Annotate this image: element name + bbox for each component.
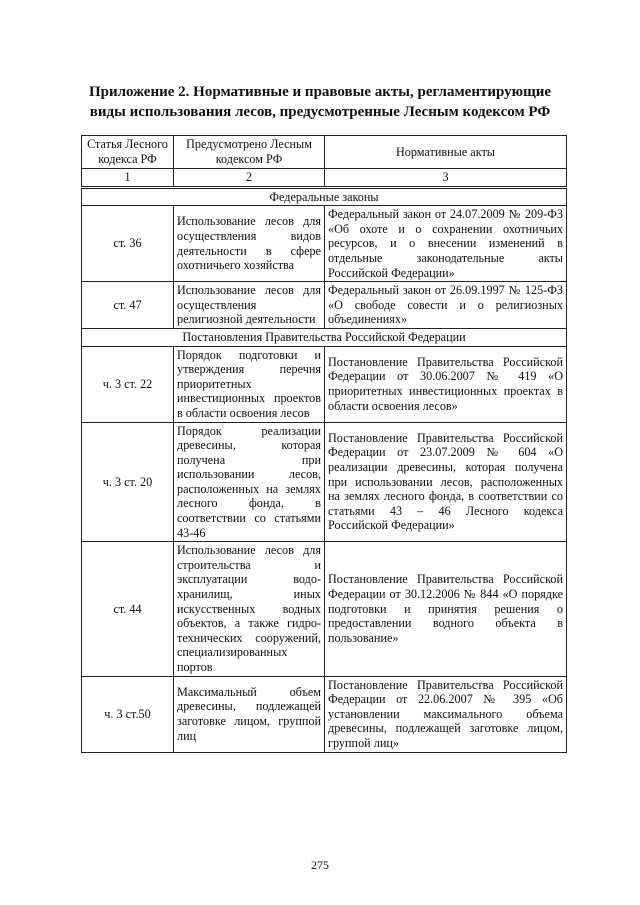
header-article: Статья Лесного кодекса РФ: [82, 136, 174, 169]
section-title-government-decrees: Постановления Правительства Российской Федерации: [82, 328, 567, 346]
header-acts: Нормативные акты: [325, 136, 567, 169]
act-cell: Постановление Правительства Российской Федерации от 23.07.2009 № 604 «О реализации древесины, которая получена при использовании лесов, расположенных на землях лесного фонда, в соответствии со статьями 43 – 46 Лесного кодекса Российской Федерации»: [325, 422, 567, 542]
title-line-1: Приложение 2. Нормативные и правовые акты, регламентирующие: [88, 84, 552, 100]
article-cell: ст. 47: [82, 282, 174, 329]
table-row: [82, 346, 567, 422]
provision-cell: Использование лесов для осуществления видов деятельности в сфере охотничьего хозяйства: [174, 206, 325, 282]
section-header-row: [82, 328, 567, 346]
title-line-2: виды использования лесов, предусмотренные Лесным кодексом РФ: [89, 104, 551, 120]
section-title-federal-laws: Федеральные законы: [82, 187, 567, 206]
column-number-1: 1: [82, 169, 174, 188]
act-cell: Постановление Правительства Российской Федерации от 22.06.2007 № 395 «Об установлении максимального объема древесины, подлежащей заготовке лицом, группой лиц»: [325, 676, 567, 752]
header-row: [82, 136, 567, 169]
section-header-row: [82, 187, 567, 206]
table-row: [82, 676, 567, 752]
page-number: 275: [311, 858, 329, 872]
column-number-2: 2: [174, 169, 325, 188]
column-number-3: 3: [325, 169, 567, 188]
page-title: [60, 82, 580, 122]
act-cell: Федеральный закон от 24.07.2009 № 209-ФЗ «Об охоте и о сохранении охотничьих ресурсов, и о внесении изменений в отдельные законодательные акты Российской Федерации»: [325, 206, 567, 282]
normative-acts-table: [81, 135, 567, 753]
header-provision: Предусмотрено Лесным кодексом РФ: [174, 136, 325, 169]
act-cell: Постановление Правительства Российской Федерации от 30.06.2007 № 419 «О приоритетных инвестиционных проектах в области освоения лесов»: [325, 346, 567, 422]
article-cell: ч. 3 ст. 22: [82, 346, 174, 422]
article-cell: ч. 3 ст.50: [82, 676, 174, 752]
article-cell: ст. 44: [82, 542, 174, 676]
provision-cell: Максимальный объем древесины, подлежащей заготовке лицом, группой лиц: [174, 676, 325, 752]
article-cell: ст. 36: [82, 206, 174, 282]
table-row: [82, 282, 567, 329]
act-cell: Постановление Правительства Российской Федерации от 30.12.2006 № 844 «О порядке подготовки и принятия решения о предоставлении водного объекта в пользование»: [325, 542, 567, 676]
provision-cell: Использование лесов для строительства и эксплуатации водо-хранилищ, иных искусственных водных объектов, а также гидро-технических сооружений, специализированных портов: [174, 542, 325, 676]
provision-cell: Порядок подготовки и утверждения перечня приоритетных инвестиционных проектов в области освоения лесов: [174, 346, 325, 422]
column-number-row: [82, 169, 567, 188]
table-row: [82, 206, 567, 282]
table-row: [82, 422, 567, 542]
act-cell: Федеральный закон от 26.09.1997 № 125-ФЗ «О свободе совести и о религиозных объединениях»: [325, 282, 567, 329]
table-row: [82, 542, 567, 676]
provision-cell: Использование лесов для осуществления религиозной деятельности: [174, 282, 325, 329]
provision-cell: Порядок реализации древесины, которая получена при использовании лесов, расположенных на землях лесного фонда, в соответствии со статьями 43-46: [174, 422, 325, 542]
article-cell: ч. 3 ст. 20: [82, 422, 174, 542]
